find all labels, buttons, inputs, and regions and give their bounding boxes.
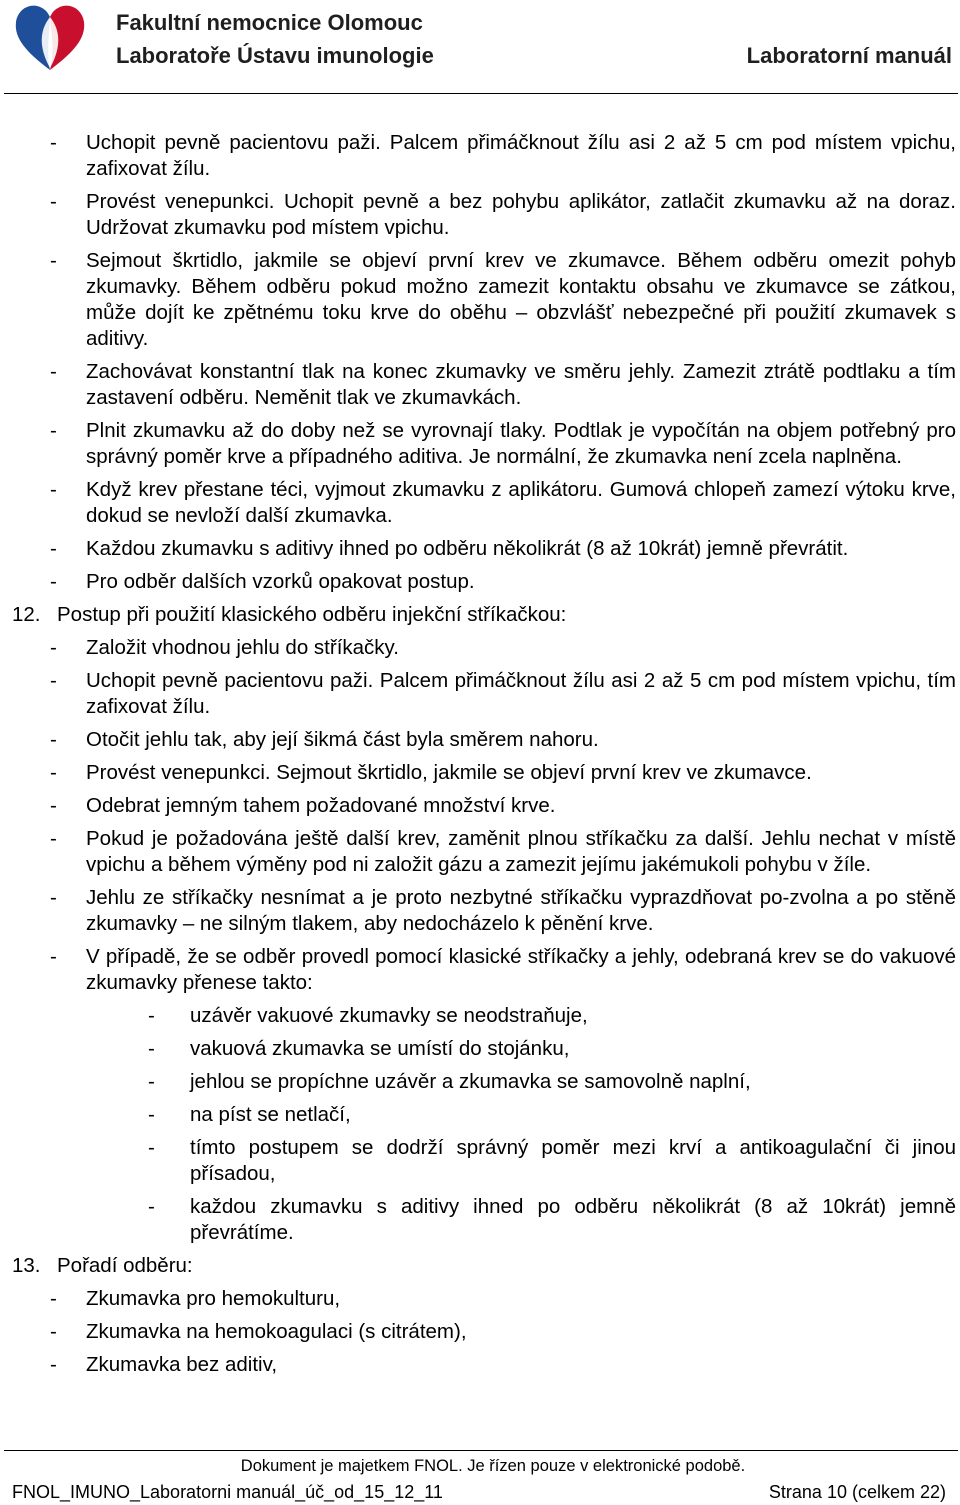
list-item-text: Odebrat jemným tahem požadované množství krve.	[86, 794, 556, 817]
sub-list-item-text: vakuová zkumavka se umístí do stojánku,	[190, 1037, 570, 1060]
sub-list-item-text: uzávěr vakuové zkumavky se neodstraňuje,	[190, 1004, 588, 1027]
list-item	[12, 1352, 956, 1378]
list-item	[12, 727, 956, 753]
list-item-text: Provést venepunkci. Uchopit pevně a bez pohybu aplikátor, zatlačit zkumavku až na doraz. Udržovat zkumavku pod místem vpichu.	[86, 190, 956, 239]
sub-list-item	[12, 1036, 956, 1062]
list-item-text: Zachovávat konstantní tlak na konec zkumavky ve směru jehly. Zamezit ztrátě podtlaku a tím zastavení odběru. Neměnit tlak ve zkumavkách.	[86, 360, 956, 409]
list-item	[12, 536, 956, 562]
list-item	[12, 130, 956, 182]
list-item	[12, 944, 956, 996]
document-body	[12, 130, 956, 1385]
section-heading	[12, 602, 956, 628]
bullet: -	[148, 1103, 155, 1126]
list-item	[12, 248, 956, 352]
bullet: -	[50, 360, 57, 383]
bullet: -	[50, 131, 57, 154]
header-divider	[4, 93, 958, 94]
bullet: -	[148, 1004, 155, 1027]
list-item-text: Zkumavka bez aditiv,	[86, 1353, 278, 1376]
list-item-text: Uchopit pevně pacientovu paži. Palcem přimáčknout žílu asi 2 až 5 cm pod místem vpichu, tím zafixovat žílu.	[86, 669, 956, 718]
bullet: -	[50, 419, 57, 442]
list-item	[12, 359, 956, 411]
list-item	[12, 569, 956, 595]
bullet: -	[148, 1070, 155, 1093]
list-item	[12, 885, 956, 937]
bullet: -	[50, 794, 57, 817]
bullet: -	[50, 249, 57, 272]
bullet: -	[50, 728, 57, 751]
bullet: -	[50, 1287, 57, 1310]
bullet: -	[50, 1320, 57, 1343]
list-item	[12, 760, 956, 786]
sub-list-item-text: tímto postupem se dodrží správný poměr mezi krví a antikoagulační či jinou přísadou,	[190, 1136, 956, 1185]
bullet: -	[50, 945, 57, 968]
list-item	[12, 418, 956, 470]
bullet: -	[50, 761, 57, 784]
heart-logo-icon	[10, 0, 90, 74]
list-item	[12, 826, 956, 878]
sub-list-item	[12, 1003, 956, 1029]
list-item	[12, 189, 956, 241]
list-item	[12, 793, 956, 819]
section-title: Pořadí odběru:	[57, 1254, 193, 1277]
list-item-text: Jehlu ze stříkačky nesnímat a je proto nezbytné stříkačku vyprazdňovat po-zvolna a po stěně zkumavky – ne silným tlakem, aby nedocházelo k pěnění krve.	[86, 886, 956, 935]
list-item	[12, 635, 956, 661]
list-item-text: Zkumavka na hemokoagulaci (s citrátem),	[86, 1320, 467, 1343]
page-header	[0, 0, 960, 94]
footer-note: Dokument je majetkem FNOL. Je řízen pouze v elektronické podobě.	[240, 1457, 746, 1475]
sub-list-item-text: na píst se netlačí,	[190, 1103, 351, 1126]
sub-list-item	[12, 1069, 956, 1095]
section-title: Postup při použití klasického odběru injekční stříkačkou:	[57, 603, 567, 626]
list-item-text: Uchopit pevně pacientovu paži. Palcem přimáčknout žílu asi 2 až 5 cm pod místem vpichu, zafixovat žílu.	[86, 131, 956, 180]
laboratory-name: Laboratoře Ústavu imunologie	[116, 43, 434, 68]
bullet: -	[50, 537, 57, 560]
list-item-text: Provést venepunkci. Sejmout škrtidlo, jakmile se objeví první krev ve zkumavce.	[86, 761, 812, 784]
bullet: -	[50, 636, 57, 659]
bullet: -	[50, 827, 57, 850]
bullet: -	[148, 1136, 155, 1159]
list-item	[12, 1319, 956, 1345]
list-item-text: Každou zkumavku s aditivy ihned po odběru několikrát (8 až 10krát) jemně převrátit.	[86, 537, 849, 560]
section-number: 13.	[12, 1254, 41, 1277]
document-type: Laboratorní manuál	[746, 43, 952, 68]
list-item-text: Pokud je požadována ještě další krev, zaměnit plnou stříkačku za další. Jehlu nechat v místě vpichu a během výměny pod ni založit gázu a zamezit jejímu jakémukoli pohybu v žíle.	[86, 827, 956, 876]
list-item-text: Pro odběr dalších vzorků opakovat postup.	[86, 570, 475, 593]
sub-list-item-text: každou zkumavku s aditivy ihned po odběru několikrát (8 až 10krát) jemně převrátíme.	[190, 1195, 956, 1244]
list-item-text: Plnit zkumavku až do doby než se vyrovnají tlaky. Podtlak je vypočítán na objem potřebný pro správný poměr krve a případného aditiva. Je normální, že zkumavka není zcela naplněna.	[86, 419, 956, 468]
footer-divider	[4, 1450, 958, 1451]
list-item	[12, 668, 956, 720]
bullet: -	[50, 190, 57, 213]
page-number: Strana 10 (celkem 22)	[768, 1482, 946, 1502]
list-item-text: Když krev přestane téci, vyjmout zkumavku z aplikátoru. Gumová chlopeň zamezí výtoku krve, dokud se nevloží další zkumavka.	[86, 478, 956, 527]
bullet: -	[50, 570, 57, 593]
section-number: 12.	[12, 603, 41, 626]
sub-list-item-text: jehlou se propíchne uzávěr a zkumavka se samovolně naplní,	[190, 1070, 751, 1093]
sub-list-item	[12, 1135, 956, 1187]
list-item	[12, 1286, 956, 1312]
section-heading	[12, 1253, 956, 1279]
bullet: -	[50, 1353, 57, 1376]
list-item-text: Zkumavka pro hemokulturu,	[86, 1287, 341, 1310]
bullet: -	[50, 478, 57, 501]
list-item-text: Otočit jehlu tak, aby její šikmá část byla směrem nahoru.	[86, 728, 599, 751]
document-id: FNOL_IMUNO_Laboratorni manuál_úč_od_15_12_11	[12, 1482, 443, 1502]
sub-list-item	[12, 1194, 956, 1246]
hospital-name: Fakultní nemocnice Olomouc	[116, 10, 423, 35]
list-item-text: Založit vhodnou jehlu do stříkačky.	[86, 636, 399, 659]
bullet: -	[50, 886, 57, 909]
list-item-text: Sejmout škrtidlo, jakmile se objeví první krev ve zkumavce. Během odběru omezit pohyb zkumavky. Během odběru pokud možno zamezit kontaktu obsahu ve zkumavce se zátkou, může dojít ke zpětnému toku krve do oběhu – obzvlášť nebezpečné při použití zkumavek s aditivy.	[86, 249, 956, 350]
list-item-text: V případě, že se odběr provedl pomocí klasické stříkačky a jehly, odebraná krev se do vakuové zkumavky přenese takto:	[86, 945, 956, 994]
sub-list-item	[12, 1102, 956, 1128]
list-item	[12, 477, 956, 529]
bullet: -	[50, 669, 57, 692]
bullet: -	[148, 1037, 155, 1060]
bullet: -	[148, 1195, 155, 1218]
